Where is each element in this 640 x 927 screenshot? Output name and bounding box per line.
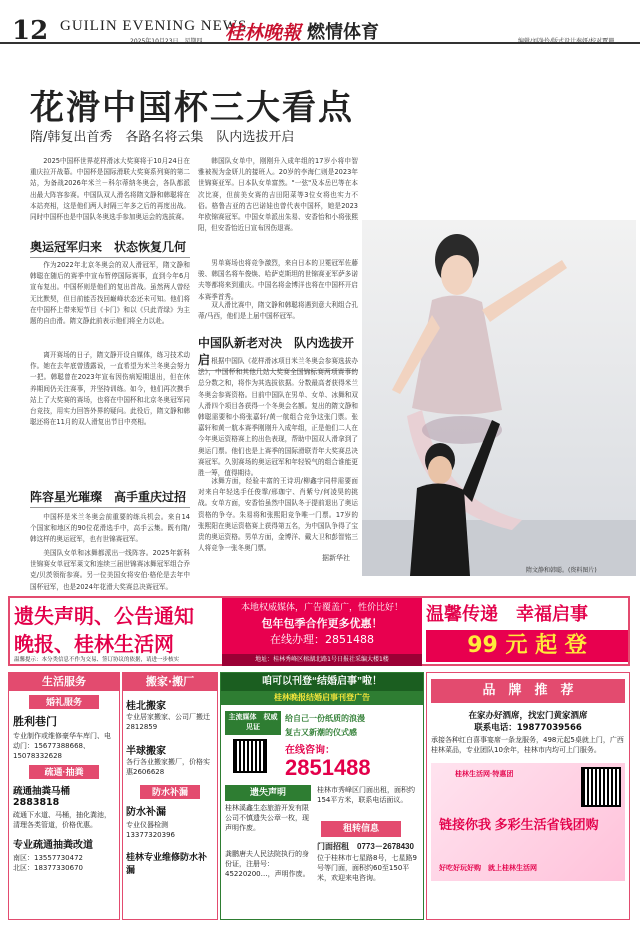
brand-line3: 承接各种红白喜事宴席一条龙服务，498元起5桌就上门，广西桂林菜品，专业团队10余年，桂林市内均可上门服务。 bbox=[431, 736, 624, 754]
tongdao-tag: 疏通·抽粪 bbox=[29, 765, 99, 779]
drain-service-title: 专业疏通抽粪改道 bbox=[13, 840, 93, 851]
drain-south-phone: 南区：13557730472 bbox=[13, 854, 83, 862]
wedding-name: 胜利巷门 bbox=[13, 715, 57, 728]
article-subtitle: 隋/韩复出首秀 各路名将云集 队内选拔开启 bbox=[30, 130, 295, 145]
page-number: 12 bbox=[12, 16, 49, 46]
tongdao-name: 疏通抽粪马桶2883818 bbox=[13, 786, 71, 808]
article-paragraph: 离开赛场的日子，隋文静开设自媒体，练习技术动作。她在去年底曾透露说，一直希望为米兰冬奥会努力一把。韩聪曾在2023年宣布因伤病短期退出，但在休养期间仍关注赛事，并坚持训练。如今，他们再次携手站上了大奖赛的赛场，也将在中国杯和北京冬奥冠军同台竞技，用实力回答外界的疑问。此役后，隋文静和韩聪还将在11月的双人滑复出节目中亮相。 bbox=[30, 351, 190, 427]
wedding-notice-line1: 给自己一份纸质的浪漫 bbox=[285, 714, 365, 723]
tongdao-text: 疏通下水道、马桶，抽化粪池，清理各类管道，价格优惠。 bbox=[13, 811, 111, 829]
moving-company-1: 桂北搬家 bbox=[126, 701, 166, 712]
banner-left-line2: 晚报、桂林生活网 bbox=[14, 632, 174, 656]
moving-header: 搬家·搬厂 bbox=[123, 673, 217, 691]
section-heading-2: 阵容星光璀璨 高手重庆过招 bbox=[30, 488, 190, 508]
paper-name-en: GUILIN EVENING NEWS bbox=[60, 18, 248, 34]
waterproof-tag: 防水补漏 bbox=[140, 785, 200, 799]
news-credit: 据新华社 bbox=[322, 554, 350, 562]
article-paragraph: 男单赛场也将竞争激烈，来自日本的卫冕冠军佐藤骏、韩国名将车俊焕、哈萨克斯坦的世锦赛亚军萨多诺夫等都将来到重庆。中国名将金博洋也将在中国杯开启本赛季首秀。 bbox=[198, 259, 358, 301]
banner-note: 温馨提示：本分类信息不作为交易、签订协议的依据，请进一步核实 bbox=[14, 657, 180, 663]
section-heading-3: 中国队新老对决 队内选拔开启 bbox=[198, 334, 358, 371]
wedding-phone: 2851488 bbox=[285, 755, 371, 780]
brand-header: 品 牌 推 荐 bbox=[431, 679, 625, 703]
waterproof-phone: 专业仪器检测 13377320396 bbox=[126, 821, 175, 839]
wedding-notice-left: 主流媒体 权威见证 bbox=[225, 711, 281, 735]
banner-right-title: 温馨传递 幸福启事 bbox=[426, 604, 588, 625]
article-intro: 2025中国杯世界花样滑冰大奖赛将于10月24日在重庆拉开战幕。中国杯是国际滑联大奖赛系列赛的第二站，为备战2026年米兰－科尔蒂纳冬奥会，各队都派出最大阵容参赛。中国队双人滑名将隋文静和韩聪将在本站亮相，这是他们两人时隔三年多之后的再度出战。同时中国杯也是中国队冬奥选手参加奥运会的选拔赛。 bbox=[30, 157, 190, 222]
brand-line1: 在家办好酒席，找宏门黄家酒席 bbox=[468, 711, 588, 721]
article-paragraph: 中国杯是米兰冬奥会前重要的练兵机会。来自14个国家和地区的90位花滑选手中，高手云集。既有隋/韩这样的奥运冠军，也有世锦赛冠军。 bbox=[30, 513, 190, 544]
wedding-phone-label: 在线咨询： bbox=[285, 745, 335, 756]
rental-text: 桂林市秀峰区门面出租，面积约154平方米，联系电话面议。 bbox=[317, 786, 415, 804]
rental-header: 租转信息 bbox=[321, 821, 401, 837]
wedding-notice-headline: 咱可以刊登“结婚启事”啦！ bbox=[221, 673, 423, 691]
promo-bottom: 好吃好玩好购 就上桂林生活网 bbox=[439, 865, 537, 872]
section-title: 燃情体育 bbox=[307, 22, 379, 43]
brand-line2: 联系电话：19877039566 bbox=[474, 723, 582, 733]
paper-logo: 桂林晚報 bbox=[225, 22, 302, 44]
moving-company-2-text: 各行各业搬家搬厂，价格实惠2606628 bbox=[126, 758, 210, 776]
wedding-notice-ad bbox=[220, 672, 424, 920]
banner-promo-box bbox=[222, 598, 422, 654]
moving-company-2: 半球搬家 bbox=[126, 746, 166, 757]
wedding-tag: 婚礼服务 bbox=[29, 695, 99, 709]
pairs-skating-photo bbox=[362, 220, 636, 576]
classified-ad-banner bbox=[8, 596, 630, 666]
lost-notice-text: 桂林溪鑫生态旅游开发有限公司不慎遗失公章一枚，现声明作废。 bbox=[225, 804, 309, 832]
life-services-ad bbox=[8, 672, 120, 920]
moving-services-ad bbox=[122, 672, 218, 920]
banner-right-price: 99 元 起 登 bbox=[426, 630, 628, 662]
wedding-text: 专业制作或维修豪华车库门、电动门：15677388668、15078332628 bbox=[13, 732, 111, 760]
article-headline: 花滑中国杯三大看点 bbox=[30, 88, 354, 128]
banner-promo-line1: 本地权威媒体，广告覆盖广，性价比好！ bbox=[240, 603, 403, 613]
waterproof-name: 防水补漏 bbox=[126, 807, 166, 818]
storefront-header: 门面招租 0773－2678430 bbox=[317, 842, 414, 851]
promo-main: 链接你我 多彩生活省钱团购 bbox=[439, 817, 599, 832]
qr-code-icon bbox=[233, 739, 267, 773]
page-header bbox=[0, 0, 640, 44]
article-paragraph: 根据中国队《花样滑冰项目米兰冬奥会参赛选拔办法》，中国杯和其他几站大奖赛全国锦标赛两项赛事的总分数之和，将作为其选拔依据。分数最高者获得米兰冬奥会参赛资格。目前中国队在男单、女单、冰舞和双人滑四个项目各获得一个冬奥会名额。复出的隋文静和韩聪需要和小将张嘉轩/黄一航组合竞争这张门票。张嘉轩和黄一航本赛季刚刚升入成年组，正是他们二人在今年奥运资格赛上的出色表现，帮助中国双人滑拿到了奥运门票。他们也是上赛季的国际滑联青年大奖赛总决赛冠军。久别赛场的奥运冠军和年轻锐气的组合谁能更胜一筹，值得期待。 bbox=[198, 357, 358, 478]
life-services-header: 生活服务 bbox=[9, 673, 119, 691]
banner-promo-phone: 在线办理：2851488 bbox=[270, 633, 374, 646]
article-paragraph: 韩国队女单中，刚刚升入成年组的17岁小将申智雅被视为金妍儿的接班人。20岁的李海仁则是2023年世锦赛亚军。日本队女单富然。"一弦"及本岳巴等在本次比赛，但前美女赛的吉田阳菜等3位女将也实力不俗。格鲁吉亚的古巴诺娃也曾代表中国杯，她是2023年欧锦赛冠军。中国女单派出朱易、安香怡和小将张熙阳，但安香怡近日宣布因伤退赛。 bbox=[198, 157, 358, 233]
banner-address: 地址：桂林秀峰区榕湖北路1号日报社采编大楼1楼 bbox=[222, 654, 422, 666]
banner-left-line1: 遗失声明、公告通知 bbox=[14, 604, 194, 628]
drain-north-phone: 北区：18377330670 bbox=[13, 864, 83, 872]
promo-top: 桂林生活网·特惠团 bbox=[455, 771, 514, 778]
section-heading-1: 奥运冠军归来 状态恢复几何 bbox=[30, 238, 190, 258]
storefront-text: 位于桂林市七星路8号，七星路9号等门面，面积约60至150平米，欢迎来电咨询。 bbox=[317, 854, 417, 882]
promo-qr-icon bbox=[581, 767, 621, 807]
banner-promo-line2: 包年包季合作更多优惠！ bbox=[261, 617, 383, 630]
article-paragraph: 美国队女单和冰舞都派出一线阵容。2025年新科世锦赛女单冠军莱文和连续三届世锦赛冰舞冠军组合乔克/贝茨领衔参赛。另一位美国女将安伯·格伦是去年中国杯冠军，也是2024年花滑大奖赛总决赛冠军。 bbox=[30, 549, 190, 591]
wedding-notice-sub: 桂林晚报结婚启事刊登广告 bbox=[221, 691, 423, 705]
waterproof-bottom: 桂林专业维修防水补漏 bbox=[126, 853, 208, 876]
brand-recommend-ad bbox=[426, 672, 630, 920]
issue-date: 2025年10月23日 星期四 bbox=[130, 38, 203, 45]
group-buy-promo bbox=[431, 763, 625, 881]
photo-caption: 隋文静和韩聪。(资料图片) bbox=[526, 567, 597, 574]
article-paragraph: 冰舞方面，经验丰富的王诗玥/柳鑫宇同样需要面对来自年轻选手任俊霏/邢珈宁、肖紫兮/何凌昊的挑战。女单方面，安香怡虽然中国队冬于提前退出了奥运资格的争夺。朱易将和张熙阳竞争唯一门票。17岁的张熙阳在奥运资格赛上获得第五名，为中国队争得了宝贵的奥运资格。男单方面，金博洋、戴大卫和彭智铭三人将竞争一张冬奥门票。 bbox=[198, 477, 358, 553]
article-paragraph: 作为2022年北京冬奥会的双人滑冠军，隋文静和韩聪在随后的赛季中宣布暂停国际赛事，直到今年6月宣布复出。中国杯则是他们的复出首战。虽然两人曾经无比默契，但目前能否找回巅峰状态还未可知。他们将在中国杯上带来短节目《卡门》和以《只此青绿》为主题的自由滑。隋文静此前表示他们将全力以赴。 bbox=[30, 261, 190, 326]
editor-credits: 编辑/刘净伶/版式设计秦妍/校对覃珊 bbox=[518, 38, 615, 45]
wedding-notice-line2: 复古又新潮的仪式感 bbox=[285, 728, 357, 737]
article-paragraph: 双人滑比赛中，隋文静和韩聪将遇到意大利组合孔蒂/马西，他们是上届中国杯冠军。 bbox=[198, 301, 358, 321]
lost-notice-text-2: 龚鹏唐夫人民法院执行的身份证，注册号：45220200…，声明作废。 bbox=[225, 850, 310, 878]
lost-notice-header: 遗失声明 bbox=[225, 785, 311, 801]
moving-company-1-text: 专业居家搬家、公司厂搬迁2812859 bbox=[126, 713, 210, 731]
